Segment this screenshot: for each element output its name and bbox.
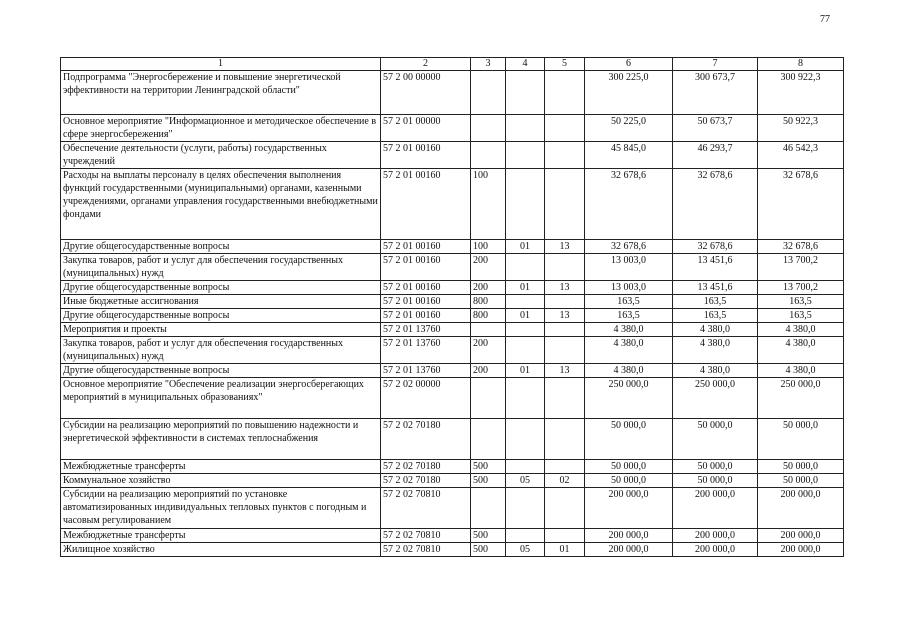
table-row (61, 71, 844, 115)
row-value-cell: 50 000,0 (673, 474, 758, 488)
column-header: 7 (673, 58, 758, 71)
row-value-cell: 13 451,6 (673, 281, 758, 295)
row-value-cell: 13 700,2 (758, 281, 844, 295)
row-expense-type-cell: 800 (471, 309, 506, 323)
column-header: 1 (61, 58, 381, 71)
table-row (61, 474, 844, 488)
column-header: 5 (545, 58, 585, 71)
row-expense-type-cell (471, 323, 506, 337)
table-row (61, 460, 844, 474)
table-row (61, 281, 844, 295)
row-code-cell: 57 2 01 00160 (381, 254, 471, 281)
row-subsection-cell (545, 460, 585, 474)
row-subsection-cell (545, 378, 585, 419)
row-section-cell: 05 (506, 474, 545, 488)
budget-table (60, 57, 844, 557)
row-value-cell: 46 293,7 (673, 142, 758, 169)
row-expense-type-cell: 500 (471, 460, 506, 474)
table-row (61, 323, 844, 337)
row-value-cell: 250 000,0 (673, 378, 758, 419)
row-code-cell: 57 2 01 13760 (381, 323, 471, 337)
row-code-cell: 57 2 01 00160 (381, 281, 471, 295)
row-subsection-cell (545, 169, 585, 240)
table-row (61, 309, 844, 323)
row-value-cell: 50 673,7 (673, 115, 758, 142)
row-section-cell: 05 (506, 543, 545, 557)
row-subsection-cell (545, 529, 585, 543)
row-value-cell: 163,5 (673, 309, 758, 323)
row-expense-type-cell: 100 (471, 169, 506, 240)
table-row (61, 295, 844, 309)
row-value-cell: 4 380,0 (585, 364, 673, 378)
row-code-cell: 57 2 01 00160 (381, 169, 471, 240)
row-name-cell: Мероприятия и проекты (61, 323, 381, 337)
row-value-cell: 50 000,0 (673, 419, 758, 460)
row-value-cell: 32 678,6 (585, 240, 673, 254)
row-expense-type-cell: 500 (471, 529, 506, 543)
row-section-cell (506, 488, 545, 529)
row-code-cell: 57 2 01 00000 (381, 115, 471, 142)
row-value-cell: 32 678,6 (673, 169, 758, 240)
row-code-cell: 57 2 01 13760 (381, 364, 471, 378)
row-subsection-cell: 13 (545, 281, 585, 295)
row-section-cell: 01 (506, 309, 545, 323)
row-code-cell: 57 2 02 70810 (381, 543, 471, 557)
row-name-cell: Другие общегосударственные вопросы (61, 240, 381, 254)
page-number: 77 (820, 14, 830, 25)
row-section-cell (506, 115, 545, 142)
row-code-cell: 57 2 02 70810 (381, 529, 471, 543)
row-value-cell: 50 225,0 (585, 115, 673, 142)
row-value-cell: 13 003,0 (585, 254, 673, 281)
row-value-cell: 45 845,0 (585, 142, 673, 169)
row-subsection-cell (545, 337, 585, 364)
table-row (61, 254, 844, 281)
row-value-cell: 13 451,6 (673, 254, 758, 281)
row-subsection-cell: 13 (545, 240, 585, 254)
row-section-cell: 01 (506, 364, 545, 378)
row-name-cell: Другие общегосударственные вопросы (61, 364, 381, 378)
row-section-cell: 01 (506, 240, 545, 254)
row-value-cell: 4 380,0 (758, 364, 844, 378)
row-value-cell: 4 380,0 (673, 364, 758, 378)
row-code-cell: 57 2 01 13760 (381, 337, 471, 364)
row-value-cell: 32 678,6 (585, 169, 673, 240)
row-section-cell (506, 254, 545, 281)
row-value-cell: 50 000,0 (585, 419, 673, 460)
row-value-cell: 200 000,0 (585, 529, 673, 543)
row-value-cell: 163,5 (758, 295, 844, 309)
row-value-cell: 32 678,6 (758, 169, 844, 240)
row-name-cell: Межбюджетные трансферты (61, 529, 381, 543)
table-row (61, 142, 844, 169)
row-value-cell: 4 380,0 (585, 337, 673, 364)
row-section-cell (506, 142, 545, 169)
row-value-cell: 50 922,3 (758, 115, 844, 142)
row-subsection-cell (545, 488, 585, 529)
row-value-cell: 4 380,0 (673, 323, 758, 337)
row-name-cell: Иные бюджетные ассигнования (61, 295, 381, 309)
row-value-cell: 250 000,0 (758, 378, 844, 419)
row-name-cell: Другие общегосударственные вопросы (61, 281, 381, 295)
row-value-cell: 13 003,0 (585, 281, 673, 295)
row-expense-type-cell: 200 (471, 337, 506, 364)
row-name-cell: Расходы на выплаты персоналу в целях обеспечения выполнения функций государственными (муниципальными) органами, казенными учреждениями, органами управления государственными внебюджетными фондами (61, 169, 381, 240)
row-name-cell: Закупка товаров, работ и услуг для обеспечения государственных (муниципальных) нужд (61, 254, 381, 281)
table-header (61, 58, 844, 71)
row-name-cell: Подпрограмма "Энергосбережение и повышение энергетической эффективности на территории Ленинградской области" (61, 71, 381, 115)
row-expense-type-cell: 500 (471, 543, 506, 557)
table-row (61, 419, 844, 460)
row-value-cell: 200 000,0 (585, 543, 673, 557)
row-code-cell: 57 2 02 70810 (381, 488, 471, 529)
row-expense-type-cell (471, 71, 506, 115)
row-code-cell: 57 2 01 00160 (381, 142, 471, 169)
column-header: 6 (585, 58, 673, 71)
column-header: 4 (506, 58, 545, 71)
row-section-cell (506, 337, 545, 364)
row-name-cell: Закупка товаров, работ и услуг для обеспечения государственных (муниципальных) нужд (61, 337, 381, 364)
row-section-cell (506, 71, 545, 115)
row-value-cell: 300 922,3 (758, 71, 844, 115)
row-name-cell: Основное мероприятие "Обеспечение реализации энергосберегающих мероприятий в муниципальных образованиях" (61, 378, 381, 419)
row-code-cell: 57 2 02 70180 (381, 474, 471, 488)
row-expense-type-cell: 200 (471, 364, 506, 378)
row-section-cell (506, 378, 545, 419)
column-header: 8 (758, 58, 844, 71)
row-value-cell: 200 000,0 (673, 543, 758, 557)
row-subsection-cell (545, 115, 585, 142)
row-subsection-cell (545, 419, 585, 460)
row-expense-type-cell: 200 (471, 281, 506, 295)
row-section-cell (506, 460, 545, 474)
row-name-cell: Основное мероприятие "Информационное и методическое обеспечение в сфере энергосбережения" (61, 115, 381, 142)
row-code-cell: 57 2 01 00160 (381, 240, 471, 254)
row-value-cell: 200 000,0 (758, 543, 844, 557)
row-expense-type-cell: 500 (471, 474, 506, 488)
row-code-cell: 57 2 02 70180 (381, 419, 471, 460)
table-row (61, 337, 844, 364)
row-value-cell: 50 000,0 (585, 474, 673, 488)
row-value-cell: 4 380,0 (758, 337, 844, 364)
row-value-cell: 50 000,0 (758, 419, 844, 460)
row-subsection-cell: 13 (545, 364, 585, 378)
row-value-cell: 200 000,0 (585, 488, 673, 529)
row-section-cell (506, 323, 545, 337)
row-value-cell: 200 000,0 (758, 529, 844, 543)
row-value-cell: 163,5 (673, 295, 758, 309)
row-value-cell: 163,5 (585, 295, 673, 309)
table-row (61, 543, 844, 557)
row-code-cell: 57 2 01 00160 (381, 309, 471, 323)
row-subsection-cell (545, 254, 585, 281)
row-expense-type-cell (471, 488, 506, 529)
row-value-cell: 32 678,6 (673, 240, 758, 254)
row-section-cell (506, 419, 545, 460)
row-expense-type-cell (471, 419, 506, 460)
row-value-cell: 50 000,0 (758, 460, 844, 474)
table-body (61, 71, 844, 557)
row-subsection-cell (545, 295, 585, 309)
row-value-cell: 4 380,0 (758, 323, 844, 337)
row-value-cell: 13 700,2 (758, 254, 844, 281)
row-name-cell: Обеспечение деятельности (услуги, работы) государственных учреждений (61, 142, 381, 169)
table-row (61, 488, 844, 529)
row-expense-type-cell (471, 115, 506, 142)
row-value-cell: 163,5 (585, 309, 673, 323)
row-value-cell: 50 000,0 (673, 460, 758, 474)
table-row (61, 169, 844, 240)
row-subsection-cell (545, 323, 585, 337)
row-section-cell (506, 169, 545, 240)
row-subsection-cell: 13 (545, 309, 585, 323)
table-row (61, 364, 844, 378)
row-value-cell: 200 000,0 (673, 488, 758, 529)
row-expense-type-cell: 200 (471, 254, 506, 281)
row-value-cell: 300 225,0 (585, 71, 673, 115)
row-name-cell: Субсидии на реализацию мероприятий по повышению надежности и энергетической эффективности в системах теплоснабжения (61, 419, 381, 460)
row-value-cell: 200 000,0 (673, 529, 758, 543)
row-value-cell: 300 673,7 (673, 71, 758, 115)
row-section-cell: 01 (506, 281, 545, 295)
column-header: 2 (381, 58, 471, 71)
row-value-cell: 4 380,0 (585, 323, 673, 337)
table-row (61, 529, 844, 543)
row-value-cell: 46 542,3 (758, 142, 844, 169)
row-name-cell: Субсидии на реализацию мероприятий по установке автоматизированных индивидуальных тепловых пунктов с погодным и часовым регулированием (61, 488, 381, 529)
row-expense-type-cell (471, 142, 506, 169)
row-value-cell: 4 380,0 (673, 337, 758, 364)
row-name-cell: Другие общегосударственные вопросы (61, 309, 381, 323)
column-header: 3 (471, 58, 506, 71)
table-row (61, 115, 844, 142)
row-code-cell: 57 2 02 00000 (381, 378, 471, 419)
row-value-cell: 200 000,0 (758, 488, 844, 529)
table-row (61, 240, 844, 254)
row-subsection-cell: 01 (545, 543, 585, 557)
row-code-cell: 57 2 01 00160 (381, 295, 471, 309)
row-subsection-cell (545, 142, 585, 169)
row-value-cell: 50 000,0 (585, 460, 673, 474)
row-name-cell: Жилищное хозяйство (61, 543, 381, 557)
row-code-cell: 57 2 02 70180 (381, 460, 471, 474)
row-section-cell (506, 295, 545, 309)
row-code-cell: 57 2 00 00000 (381, 71, 471, 115)
row-subsection-cell: 02 (545, 474, 585, 488)
row-expense-type-cell (471, 378, 506, 419)
row-expense-type-cell: 800 (471, 295, 506, 309)
row-expense-type-cell: 100 (471, 240, 506, 254)
row-name-cell: Коммунальное хозяйство (61, 474, 381, 488)
row-value-cell: 163,5 (758, 309, 844, 323)
row-subsection-cell (545, 71, 585, 115)
row-section-cell (506, 529, 545, 543)
row-value-cell: 50 000,0 (758, 474, 844, 488)
row-value-cell: 32 678,6 (758, 240, 844, 254)
row-name-cell: Межбюджетные трансферты (61, 460, 381, 474)
table-row (61, 378, 844, 419)
row-value-cell: 250 000,0 (585, 378, 673, 419)
